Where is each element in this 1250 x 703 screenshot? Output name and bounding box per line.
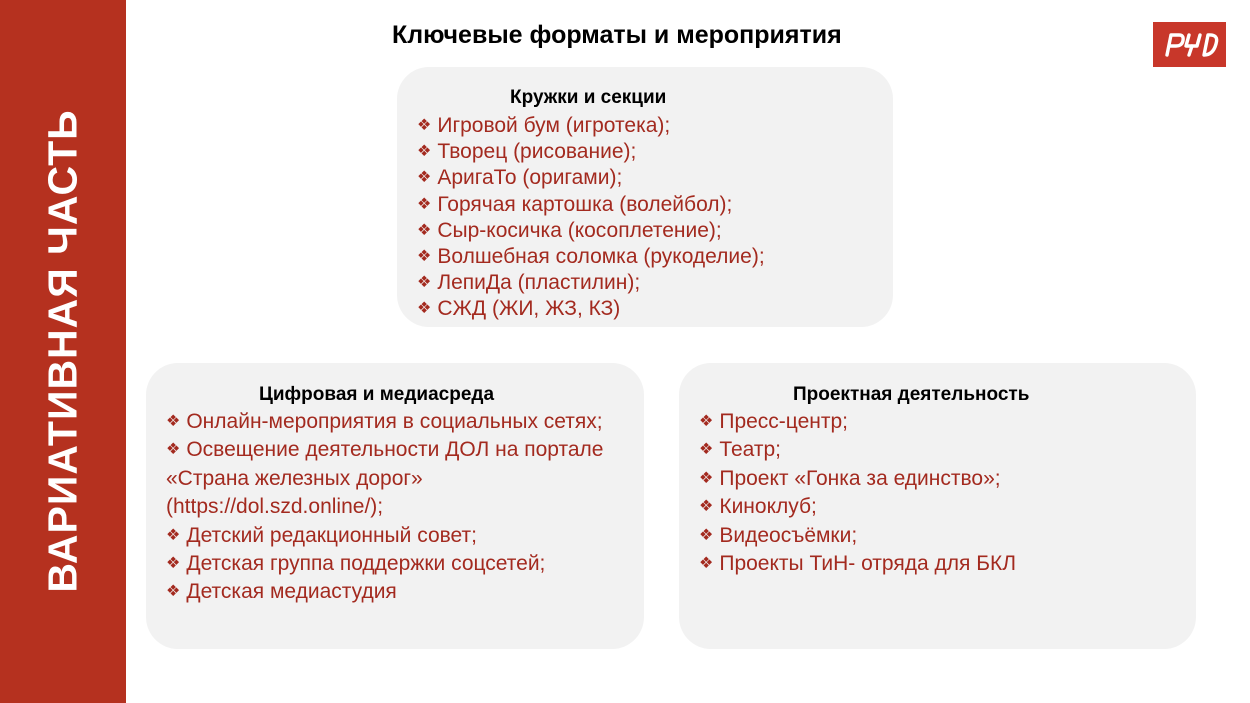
list-item-text: Проект «Гонка за единство»; — [719, 466, 1001, 490]
diamond-bullet-icon: ❖ — [166, 583, 181, 601]
list-item — [417, 192, 765, 218]
list-item-text: Творец (рисование); — [437, 140, 637, 164]
list-item-text: ЛепиДа (пластилин); — [437, 271, 641, 295]
list-item — [166, 550, 626, 578]
diamond-bullet-icon: ❖ — [417, 195, 432, 213]
list-item-text: Горячая картошка (волейбол); — [437, 192, 733, 216]
item-list — [166, 408, 626, 607]
list-item-text: Сыр-косичка (косоплетение); — [437, 218, 722, 242]
diamond-bullet-icon: ❖ — [166, 413, 181, 430]
list-item — [417, 296, 765, 322]
list-item — [699, 493, 1016, 521]
list-item — [166, 436, 626, 521]
card-title: Цифровая и медиасреда — [259, 384, 495, 405]
diamond-bullet-icon: ❖ — [699, 498, 714, 516]
list-item-text: Онлайн-мероприятия в социальных сетях; — [186, 410, 603, 433]
list-item-text: Детская группа поддержки соцсетей; — [186, 552, 546, 576]
list-item-text: Проекты ТиН- отряда для БКЛ — [719, 552, 1016, 576]
list-item — [417, 244, 765, 270]
list-item-text: Волшебная соломка (рукоделие); — [437, 245, 765, 269]
card-title: Кружки и секции — [510, 87, 667, 108]
diamond-bullet-icon: ❖ — [699, 469, 714, 487]
side-band — [0, 0, 126, 703]
diamond-bullet-icon: ❖ — [699, 413, 714, 430]
diamond-bullet-icon: ❖ — [417, 143, 432, 161]
item-list — [699, 408, 1016, 578]
card-title: Проектная деятельность — [793, 384, 1030, 405]
item-list — [417, 113, 765, 323]
list-item-text: Театр; — [719, 438, 782, 462]
diamond-bullet-icon: ❖ — [166, 526, 181, 544]
list-item — [699, 465, 1016, 493]
list-item — [417, 139, 765, 165]
rzd-logo — [1153, 22, 1226, 67]
diamond-bullet-icon: ❖ — [417, 117, 432, 134]
list-item — [166, 408, 626, 436]
list-item — [699, 522, 1016, 550]
list-item-text: Детский редакционный совет; — [186, 523, 477, 547]
diamond-bullet-icon: ❖ — [166, 441, 181, 459]
list-item-text: СЖД (ЖИ, ЖЗ, КЗ) — [437, 297, 621, 321]
diamond-bullet-icon: ❖ — [699, 441, 714, 459]
diamond-bullet-icon: ❖ — [699, 555, 714, 573]
list-item-text: Видеосъёмки; — [719, 523, 858, 547]
list-item — [699, 436, 1016, 464]
list-item — [417, 113, 765, 139]
rzd-logo-icon — [1153, 22, 1226, 67]
list-item — [699, 408, 1016, 436]
card-digital-media — [146, 363, 644, 649]
diamond-bullet-icon: ❖ — [417, 274, 432, 292]
diamond-bullet-icon: ❖ — [166, 555, 181, 573]
list-item — [166, 522, 626, 550]
diamond-bullet-icon: ❖ — [417, 300, 432, 318]
page-title: Ключевые форматы и мероприятия — [392, 21, 842, 49]
list-item — [417, 218, 765, 244]
diamond-bullet-icon: ❖ — [417, 248, 432, 266]
side-label: ВАРИАТИВНАЯ ЧАСТЬ — [39, 109, 86, 593]
card-project-activity — [679, 363, 1196, 649]
diamond-bullet-icon: ❖ — [699, 526, 714, 544]
diamond-bullet-icon: ❖ — [417, 221, 432, 239]
card-circles-sections — [397, 67, 893, 327]
list-item-text: Игровой бум (игротека); — [437, 114, 671, 137]
list-item — [166, 578, 626, 606]
list-item-text: Детская медиастудия — [186, 580, 397, 604]
list-item — [417, 270, 765, 296]
diamond-bullet-icon: ❖ — [417, 169, 432, 187]
list-item-text: АригаТо (оригами); — [437, 166, 623, 190]
list-item — [699, 550, 1016, 578]
list-item-text: Киноклуб; — [719, 495, 817, 519]
list-item-text: Освещение деятельности ДОЛ на портале «Страна железных дорог» (https://dol.szd.online/); — [166, 438, 604, 519]
list-item-text: Пресс-центр; — [719, 410, 848, 433]
list-item — [417, 165, 765, 191]
